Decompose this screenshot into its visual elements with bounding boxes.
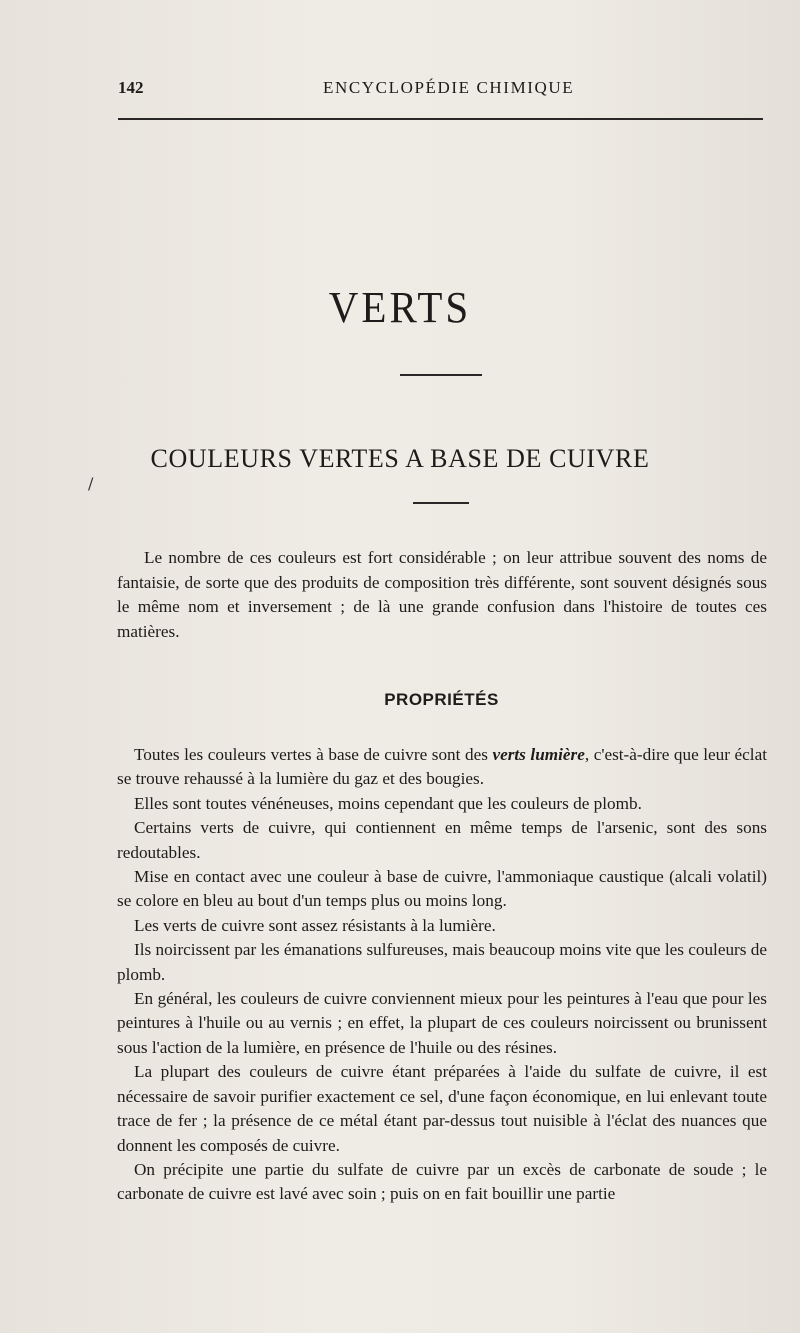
- intro-text: Le nombre de ces couleurs est fort considérable ; on leur attribue souvent des noms de fantaisie, de sorte que des produits de composition très différente, sont souvent désignés sous le même nom et inversement ; de là une grande confusion dans l'histoire de toutes ces matières.: [117, 548, 767, 641]
- running-head: [118, 78, 758, 102]
- paragraph: La plupart des couleurs de cuivre étant préparées à l'aide du sulfate de cuivre, il est nécessaire de savoir purifier exactement ce sel, d'une façon économique, en lui enlevant toute trace de fer ; la présence de ce métal étant par-dessus tout nuisible à l'éclat des nuances que donnent les composés de cuivre.: [117, 1062, 767, 1155]
- paragraph: On précipite une partie du sulfate de cuivre par un excès de carbonate de soude ; le carbonate de cuivre est lavé avec soin ; puis on en fait bouillir une partie: [117, 1159, 767, 1204]
- running-title: ENCYCLOPÉDIE CHIMIQUE: [323, 78, 575, 97]
- subsection-title: PROPRIÉTÉS: [384, 690, 499, 709]
- paragraph: Elles sont toutes vénéneuses, moins cependant que les couleurs de plomb.: [134, 793, 642, 813]
- paragraph-text: Toutes les couleurs vertes à base de cuivre sont des: [134, 745, 493, 764]
- paragraph: Mise en contact avec une couleur à base de cuivre, l'ammoniaque caustique (alcali volatil) se colore en bleu au bout d'un temps plus ou moins long.: [117, 867, 767, 911]
- paragraph: Ils noircissent par les émanations sulfureuses, mais beaucoup moins vite que les couleurs de plomb.: [117, 940, 767, 984]
- chapter-title: VERTS: [328, 282, 472, 332]
- paragraph-text: , c'est-à-dire que leur éclat se trouve rehaussé à la lumière du gaz et des bougies.: [117, 745, 767, 789]
- paragraph: [117, 743, 767, 792]
- intro-paragraph: [117, 546, 767, 644]
- emphasis-term: verts lumière: [492, 745, 585, 764]
- body-text: [117, 743, 767, 1207]
- section-divider: [413, 502, 469, 504]
- paragraph: Certains verts de cuivre, qui contiennent en même temps de l'arsenic, sont des sons redoutables.: [117, 818, 767, 862]
- paragraph: En général, les couleurs de cuivre conviennent mieux pour les peintures à l'eau que pour les peintures à l'huile ou au vernis ; en effet, la plupart de ces couleurs noircissent ou brunissent sous l'action de la lumière, en présence de l'huile ou des résines.: [117, 989, 767, 1057]
- page-number: 142: [118, 78, 144, 97]
- section-title: COULEURS VERTES A BASE DE CUIVRE: [150, 444, 650, 473]
- stray-pencil-mark: /: [88, 474, 94, 493]
- header-rule: [118, 118, 763, 120]
- paragraph: Les verts de cuivre sont assez résistants à la lumière.: [134, 915, 496, 935]
- title-divider: [400, 374, 482, 376]
